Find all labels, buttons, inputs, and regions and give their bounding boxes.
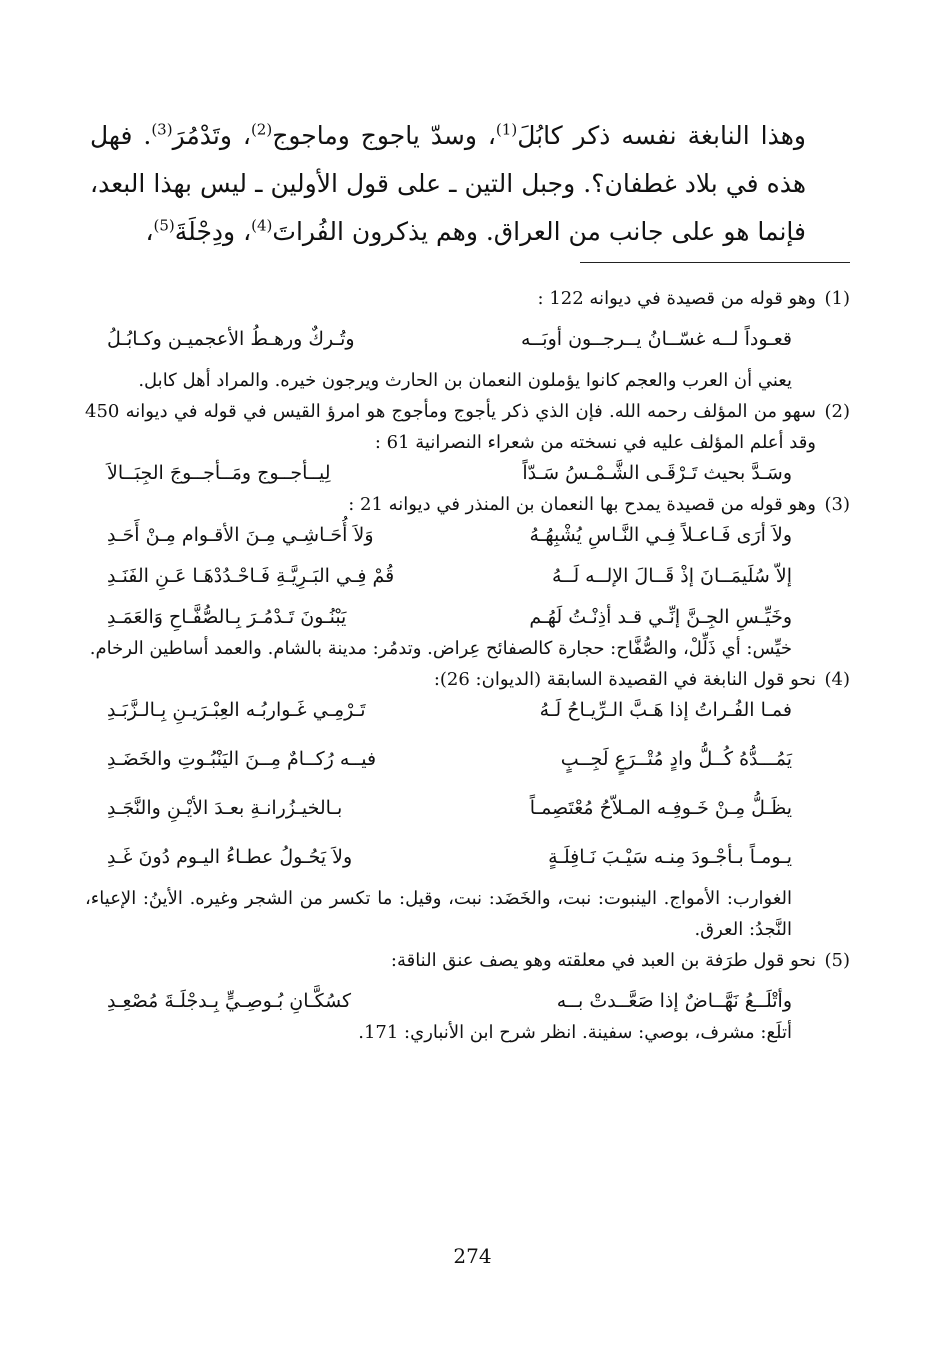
verse-second-hemistich: تَـرْمِـي غَـواربُـه العِبْـرَيـنِ بِـالـزَّبَـدِ <box>107 699 366 721</box>
footnote-intro: سهو من المؤلف رحمه الله. فإن الذي ذكر يأجوج ومأجوج هو امرؤ القيس في قوله في ديوانه 450 وقد أعلم المؤلف عليه في نسخته من شعراء النصرانية 61 : <box>85 401 816 453</box>
footnote-ref-1: (1) <box>495 120 518 139</box>
verse-line <box>85 324 816 355</box>
footnote-note: أتلَع: مشرف، بوصي: سفينة. انظر شرح ابن الأنباري: 171. <box>358 1022 792 1043</box>
footnote-2 <box>85 396 850 489</box>
footnote-note: خيِّس: أي ذَلِّلْ، والصُّفَّاح: حجارة كالصفائح عِراض. وتدمُر: مدينة بالشام. والعمد أساطين الرخام. <box>89 638 792 659</box>
verse-first-hemistich: وخَيِّـسِ الجِـنَّ إنِّـي قـد أذِنْـتُ لَهُـم <box>529 606 792 628</box>
footnote-intro: نحو قول طرَفة بن العبد في معلقته وهو يصف عنق الناقة: <box>390 950 816 971</box>
main-paragraph: وهذا النابغة نفسه ذكر كابُلَ$^{(1)}$، وسدّ ياجوج وماجوج$^{(2)}$، وتَدْمُرَ$^{(3)}$. فهل هذه في بلاد غطفان؟. وجبل التين ـ على قول الأولين ـ ليس بهذا البعد، فإنما هو على جانب من العراق. وهم يذكرون الفُراتَ$^{(4)}$، ودِجْلَةَ$^{(5)}$، <box>90 120 806 246</box>
footnote-number: (5) <box>824 950 850 971</box>
verse-second-hemistich: وَلاَ أُحَـاشِـي مِـنَ الأقـوام مِـنْ أَحَـدِ <box>107 524 374 546</box>
verse-line <box>85 561 816 592</box>
verse-second-hemistich: وتُـركٌ ورهـطُ الأعجميـن وكـابُـلُ <box>107 328 355 350</box>
verse-second-hemistich: كسُكَّـانِ بُـوصِـيٍّ بِـدجْلَـةَ مُصْعِـدِ <box>107 990 352 1012</box>
footnote-ref-4: (4) <box>251 216 273 235</box>
verse-first-hemistich: وأتْلَــعُ نَهَّــاضٌ إذا صَعَّــدتْ بــه <box>556 990 792 1012</box>
footnote-intro: وهو قوله من قصيدة يمدح بها النعمان بن المنذر في ديوانه 21 : <box>348 494 816 515</box>
verse-first-hemistich: فمـا الفُـراتُ إذا هَـبَّ الـرِّيـاحُ لَـهُ <box>539 699 792 721</box>
verse-first-hemistich: يـومـاً بـأجْـودَ مِنـه سَيْـبَ نَـافِلَـةٍ <box>548 846 792 868</box>
footnote-number: (1) <box>824 288 850 309</box>
footnote-number: (4) <box>824 669 850 690</box>
verse-line <box>85 602 816 633</box>
verse-line <box>85 458 816 489</box>
page-number: 274 <box>453 1244 492 1268</box>
verse-second-hemistich: بـالخيـزُرانـةِ بعـدَ الأيْـنِ والنَّجَـدِ <box>107 797 343 819</box>
verse-line <box>85 520 816 551</box>
verse-second-hemistich: ولاَ يَحُـولُ عطـاءُ اليـوم دُونَ غَـدِ <box>107 846 353 868</box>
footnote-number: (3) <box>824 494 850 515</box>
footnote-3 <box>85 489 850 664</box>
footnote-ref-3: (3) <box>151 120 173 139</box>
footnote-intro: نحو قول النابغة في القصيدة السابقة (الديوان: 26): <box>433 669 816 690</box>
verse-first-hemistich: قعـوداً لــه غسّــانُ يــرجــون أوبَــه <box>520 328 792 350</box>
footnote-4 <box>85 664 850 945</box>
verse-first-hemistich: ولاَ أرَى فَـاعـلاً فِـي النَّـاسِ يُشْبِهُـهُ <box>529 524 792 546</box>
verse-second-hemistich: يَبْنُـونَ تَـدْمُـرَ بِـالصُّفَّـاحِ وَالعَمَـدِ <box>107 606 347 628</box>
footnote-5 <box>85 945 850 1048</box>
verse-line <box>85 842 816 873</box>
verse-line <box>85 986 816 1017</box>
verse-first-hemistich: إلاّ سُلَيمَــانَ إذْ قَــالَ الإلــه لَــهُ <box>552 565 792 587</box>
verse-line <box>85 744 816 775</box>
verse-second-hemistich: قُمْ فِـي البَـرِيَّـةِ فَـاحْـدُدْهَـا عَـنِ الفَنَـدِ <box>107 565 395 587</box>
verse-first-hemistich: يظَـلُّ مِـنْ خَـوفِـه المـلاّحُ مُعْتَصِمـاً <box>529 797 792 819</box>
footnote-note: يعني أن العرب والعجم كانوا يؤملون النعمان بن الحارث ويرجون خيره. والمراد أهل كابل. <box>138 370 792 391</box>
verse-line <box>85 793 816 824</box>
verse-first-hemistich: يَمُـــدُّهُ كُــلُّ وادٍ مُتْــرَعٍ لَجِــبٍ <box>560 748 792 770</box>
verse-line <box>85 695 816 726</box>
footnote-intro: وهو قوله من قصيدة في ديوانه 122 : <box>537 288 816 309</box>
verse-first-hemistich: وسَـدَّ بحيث تَـرْقَـى الشَّـمْـسُ سَـدّاً <box>522 462 792 484</box>
footnote-note: الغوارب: الأمواج. الينبوت: نبت، والخَضَد: نبت، وقيل: ما تكسر من الشجر وغيره. الأينُ: الإعياء، النَّجدُ: العرق. <box>85 888 792 940</box>
verse-second-hemistich: لِيــأجــوج ومَــأجــوجَ الجِبَــالاَ <box>107 462 331 484</box>
footnote-1 <box>85 283 850 396</box>
footnote-ref-5: (5) <box>153 216 175 235</box>
footnote-ref-2: (2) <box>250 120 273 139</box>
footnote-separator <box>580 262 850 263</box>
verse-second-hemistich: فيــه رُكــامٌ مِــنَ اليَنْبُـوتِ والخَضَـدِ <box>107 748 377 770</box>
footnote-number: (2) <box>824 401 850 422</box>
footnotes <box>85 283 850 1048</box>
